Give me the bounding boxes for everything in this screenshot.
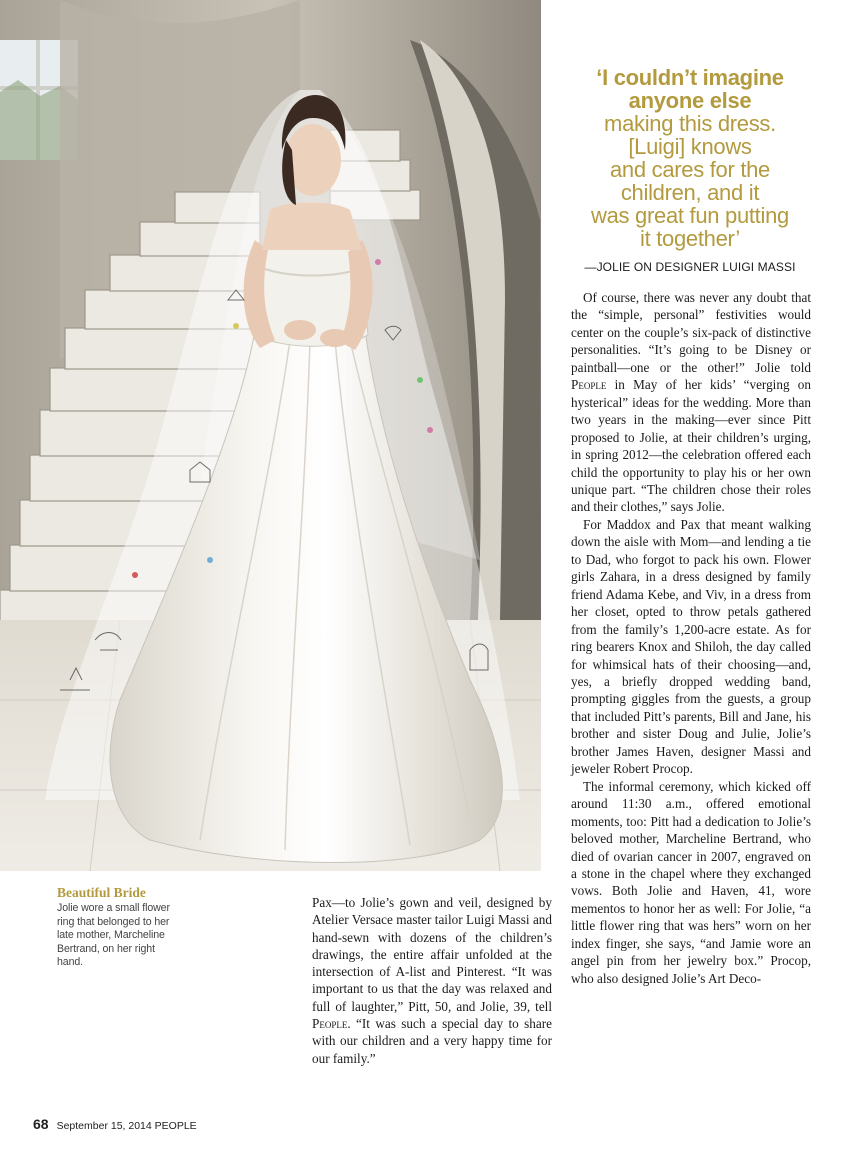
pull-quote-line: children, and it xyxy=(620,180,760,205)
issue-date: September 15, 2014 xyxy=(56,1120,152,1132)
page-folio xyxy=(33,1116,197,1132)
paragraph-text: . “It was such a special day to share with our children and a very happy time for our family.” xyxy=(312,1016,552,1066)
pull-quote xyxy=(566,66,814,279)
article-paragraph: The informal ceremony, which kicked off around 11:30 a.m., offered emotional moments, too: Pitt had a dedication to Jolie’s beloved mother, Marcheline Bertrand, who died of ovarian cancer in 2007, engraved on a stone in the chapel where they exchanged vows. Both Jolie and Haven, 41, wore mementos to honor her as well: For Jolie, “a little flower ring that was hers” worn on her index finger, she says, “and Jamie wore an angel pin from her jewelry box.” Procop, who also designed Jolie’s Art Deco- xyxy=(571,778,811,986)
pull-quote-bold-line: ‘I couldn’t imagine xyxy=(596,65,784,90)
paragraph-text: Of course, there was never any doubt that the “simple, personal” festivities would center on the couple’s six-pack of distinctive personalities. “It’s going to be Disney or paintball—one or the other!” Jolie told xyxy=(571,290,811,375)
photo-caption xyxy=(57,885,182,970)
paragraph-text: in May of her kids’ “verging on hysterical” ideas for the wedding. More than two years in the making—ever since Pitt proposed to Jolie, at their children’s urging, in spring 2012—the celebration offered each child the opportunity to play his or her own unique part. “The children chose their roles and their clothes,” says Jolie. xyxy=(571,377,811,515)
magazine-name: PEOPLE xyxy=(154,1120,197,1132)
pull-quote-line: making this dress. xyxy=(604,111,776,136)
bride-photo-illustration xyxy=(0,0,541,871)
article-middle-column xyxy=(312,894,552,1067)
pull-quote-line: [Luigi] knows xyxy=(628,134,752,159)
article-paragraph xyxy=(571,289,811,516)
page-number: 68 xyxy=(33,1116,49,1132)
pull-quote-attribution: —JOLIE ON DESIGNER LUIGI MASSI xyxy=(584,260,796,274)
bride-photo xyxy=(0,0,541,871)
article-right-column xyxy=(571,289,811,987)
article-paragraph: For Maddox and Pax that meant walking down the aisle with Mom—and lending a tie to Dad, who forgot to pack his own. Flower girls Zahara, in a dress designed by family friend Adama Kebe, and Viv, in a dress from her closet, opted to throw petals gathered from the family’s 1,200-acre estate. As for ring bearers Knox and Shiloh, the day called for whimsical hats of their choosing—and, yes, a briefly dropped wedding band, prompting giggles from the guests, a group that included Pitt’s parents, Bill and Jane, his brother and sister Doug and Julie, Jolie’s brother James Haven, designer Massi and jeweler Robert Procop. xyxy=(571,516,811,777)
article-paragraph xyxy=(312,894,552,1067)
pull-quote-bold-line: anyone else xyxy=(628,88,752,113)
pull-quote-line: and cares for the xyxy=(610,157,770,182)
pull-quote-line: it together’ xyxy=(640,226,740,251)
magazine-name-inline: People xyxy=(312,1016,348,1032)
caption-title: Beautiful Bride xyxy=(57,885,146,900)
pull-quote-line: was great fun putting xyxy=(591,203,789,228)
magazine-name-inline: People xyxy=(571,377,607,393)
caption-text: Jolie wore a small flower ring that belonged to her late mother, Marcheline Bertrand, on her right hand. xyxy=(57,902,170,969)
paragraph-text: Pax—to Jolie’s gown and veil, designed by Atelier Versace master tailor Luigi Massi and hand-sewn with dozens of the children’s drawings, the entire affair unfolded at the intersection of A-list and Pinterest. “It was important to us that the day was relaxed and full of laughter,” Pitt, 50, and Jolie, 39, tell xyxy=(312,895,552,1014)
